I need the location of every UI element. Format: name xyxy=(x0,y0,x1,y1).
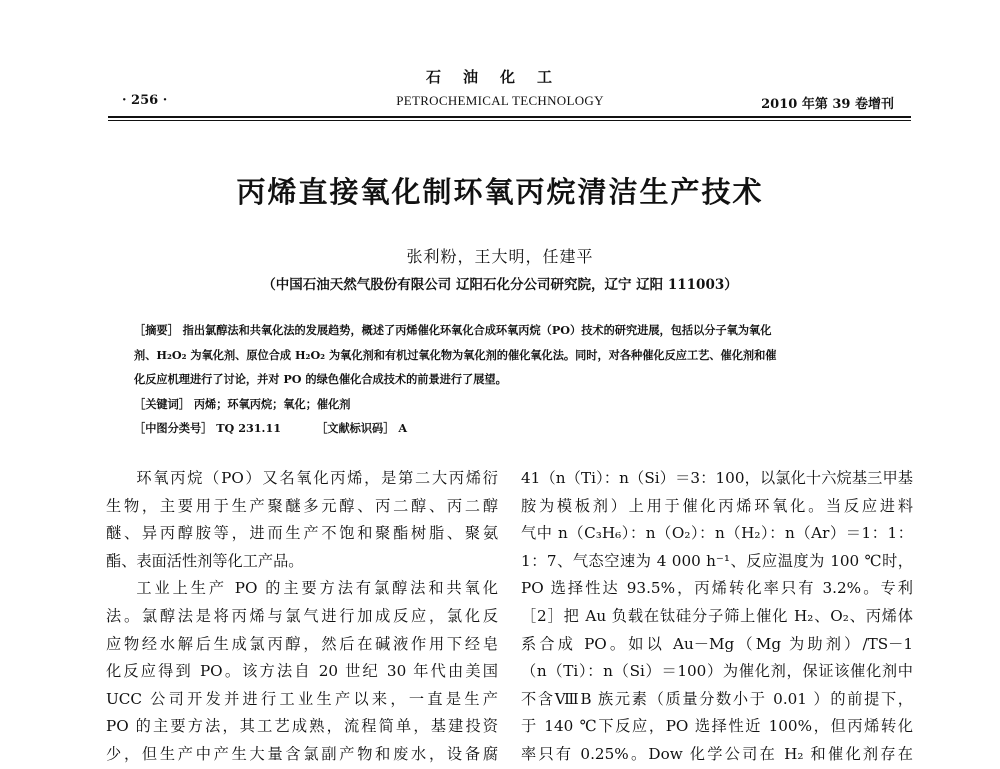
text-line: 胺为模板剂）上用于催化丙烯环氧化。当反应进料 xyxy=(521,496,913,515)
paragraph-continued xyxy=(521,465,913,769)
paragraph-2 xyxy=(106,575,498,768)
doc-code: A xyxy=(398,421,408,435)
issue-info: 2010 年第 39 卷增刊 xyxy=(761,97,894,112)
text-line: PO 选择性达 93.5%，丙烯转化率只有 3.2%。专利 xyxy=(521,579,913,598)
text-line: 醚、异丙醇胺等，进而生产不饱和聚酯树脂、聚氨 xyxy=(106,524,498,543)
text-line: （n（Ti）：n（Si）＝100）为催化剂，保证该催化剂中 xyxy=(521,662,913,681)
text-line: PO 的主要方法，其工艺成熟，流程简单，基建投资 xyxy=(106,717,498,736)
abstract-label: ［摘要］ xyxy=(134,323,179,337)
header-rule xyxy=(108,116,911,121)
page-number: · 256 · xyxy=(122,93,168,108)
article-title: 丙烯直接氧化制环氧丙烷清洁生产技术 xyxy=(236,175,764,209)
text-line: 酯、表面活性剂等化工产品。 xyxy=(106,551,304,570)
body-column-right xyxy=(521,465,913,769)
classification-line xyxy=(134,416,879,441)
text-line: 1：7、气态空速为 4 000 h⁻¹、反应温度为 100 ℃时， xyxy=(521,551,913,570)
text-line: UCC 公司开发并进行工业生产以来，一直是生产 xyxy=(106,689,498,708)
abstract-block xyxy=(134,318,879,441)
text-line: 系合成 PO。如以 Au－Mg（Mg 为助剂）/TS－1 xyxy=(521,634,913,653)
classification-code: TQ 231.11 xyxy=(216,421,282,435)
abstract-line-1: 指出氯醇法和共氧化法的发展趋势，概述了丙烯催化环氧化合成环氧丙烷（PO）技术的研究进展，包括以分子氧为氧化 xyxy=(182,323,772,337)
doc-code-label: ［文献标识码］ xyxy=(316,421,395,435)
text-line: ［2］把 Au 负载在钛硅分子筛上催化 H₂、O₂、丙烯体 xyxy=(521,606,913,625)
abstract-line-3: 化反应机理进行了讨论，并对 PO 的绿色催化合成技术的前景进行了展望。 xyxy=(134,372,507,386)
text-line: 生物，主要用于生产聚醚多元醇、丙二醇、丙二醇 xyxy=(106,496,498,515)
paragraph-1 xyxy=(106,465,498,575)
article-authors: 张利粉，王大明，任建平 xyxy=(406,247,594,266)
journal-name-en: PETROCHEMICAL TECHNOLOGY xyxy=(396,93,604,108)
text-line: 少，但生产中产生大量含氯副产物和废水，设备腐 xyxy=(106,744,498,763)
keywords-text: 丙烯；环氧丙烷；氧化；催化剂 xyxy=(193,396,351,411)
classification-label: ［中图分类号］ xyxy=(134,421,213,435)
body-column-left xyxy=(106,465,498,769)
keywords-line xyxy=(134,392,879,417)
text-line: 环氧丙烷（PO）又名氧化丙烯，是第二大丙烯衍 xyxy=(136,469,498,487)
text-line: 工业上生产 PO 的主要方法有氯醇法和共氧化 xyxy=(136,579,498,598)
abstract-text xyxy=(134,318,879,392)
text-line: 41（n（Ti）：n（Si）＝3：100，以氯化十六烷基三甲基 xyxy=(521,469,913,487)
article-affiliation: （中国石油天然气股份有限公司 辽阳石化分公司研究院，辽宁 辽阳 111003） xyxy=(262,277,738,293)
text-line: 气中 n（C₃H₆）：n（O₂）：n（H₂）：n（Ar）＝1：1： xyxy=(521,524,913,543)
keywords-label: ［关键词］ xyxy=(134,396,190,411)
text-line: 率只有 0.25%。Dow 化学公司在 H₂ 和催化剂存在 xyxy=(521,744,913,763)
text-line: 应物经水解后生成氯丙醇，然后在碱液作用下经皂 xyxy=(106,634,498,653)
journal-name-cn: 石油化工 xyxy=(425,68,574,86)
abstract-line-2: 剂、H₂O₂ 为氧化剂、原位合成 H₂O₂ 为氧化剂和有机过氧化物为氧化剂的催化氧化法。同时，对各种催化反应工艺、催化剂和催 xyxy=(134,347,777,362)
text-line: 不含ⅧB 族元素（质量分数小于 0.01 ）的前提下， xyxy=(521,689,913,708)
text-line: 法。氯醇法是将丙烯与氯气进行加成反应，氯化反 xyxy=(106,606,498,625)
text-line: 于 140 ℃下反应，PO 选择性近 100%，但丙烯转化 xyxy=(521,717,913,736)
text-line: 化反应得到 PO。该方法自 20 世纪 30 年代由美国 xyxy=(106,662,498,681)
